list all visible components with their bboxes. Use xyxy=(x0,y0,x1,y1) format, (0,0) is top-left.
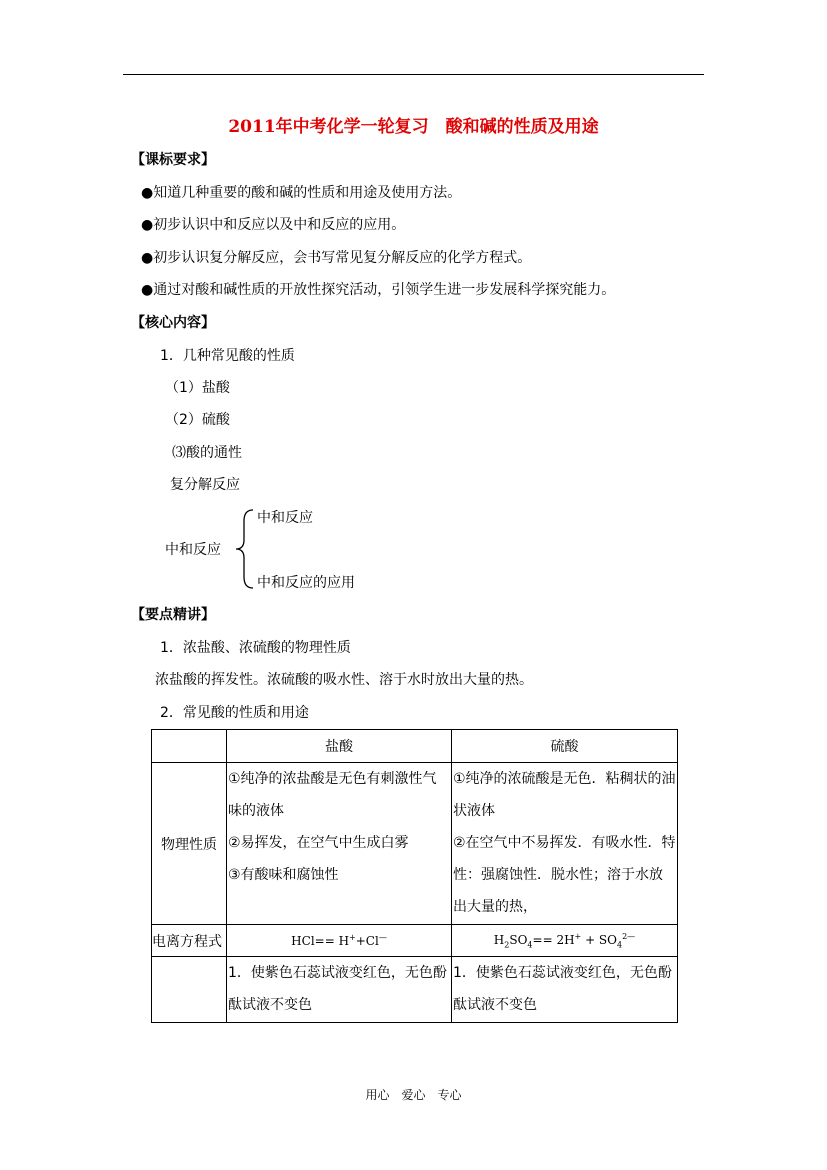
cell-line: ②在空气中不易挥发．有吸水性．特性：强腐蚀性．脱水性；溶于水放出大量的热， xyxy=(453,835,676,915)
section-heading-core: 【核心内容】 xyxy=(131,315,215,331)
table-row xyxy=(152,957,678,1023)
cell-line: ③有酸味和腐蚀性 xyxy=(228,867,339,883)
brace-item-bottom: 中和反应的应用 xyxy=(257,575,355,591)
table-header-cell: 硫酸 xyxy=(452,730,678,763)
table-header-row xyxy=(152,730,678,763)
requirement-item: ●知道几种重要的酸和碱的性质和用途及使用方法。 xyxy=(141,185,462,201)
points-item: 1．浓盐酸、浓硫酸的物理性质 xyxy=(160,640,351,656)
acid-properties-table xyxy=(151,729,678,1023)
points-item: 2．常见酸的性质和用途 xyxy=(160,705,309,721)
neutralization-label: 中和反应 xyxy=(165,542,221,558)
page-title: 2011年中考化学一轮复习 酸和碱的性质及用途 xyxy=(228,117,599,137)
table-cell xyxy=(227,763,452,925)
core-subitem: 复分解反应 xyxy=(170,477,240,493)
row-label xyxy=(152,957,227,1023)
row-label: 电离方程式 xyxy=(152,925,227,957)
core-item: 1．几种常见酸的性质 xyxy=(160,348,295,364)
points-text: 浓盐酸的挥发性。浓硫酸的吸水性、溶于水时放出大量的热。 xyxy=(155,672,533,688)
brace-item-top: 中和反应 xyxy=(257,510,313,526)
core-subitem: ⑶酸的通性 xyxy=(172,445,242,461)
header-rule xyxy=(123,74,704,75)
requirement-item: ●初步认识中和反应以及中和反应的应用。 xyxy=(141,217,406,233)
table-row xyxy=(152,925,678,957)
curly-brace-icon xyxy=(233,509,257,589)
cell-line: ②易挥发，在空气中生成白雾 xyxy=(228,835,409,851)
page-footer: 用心 爱心 专心 xyxy=(365,1088,462,1102)
table-header-cell: 盐酸 xyxy=(227,730,452,763)
table-header-cell xyxy=(152,730,227,763)
table-cell xyxy=(452,763,678,925)
cell-line: 1．使紫色石蕊试液变红色，无色酚酞试液不变色 xyxy=(453,965,672,1013)
requirement-item: ●通过对酸和碱性质的开放性探究活动，引领学生进一步发展科学探究能力。 xyxy=(141,282,616,298)
core-subitem: （1）盐酸 xyxy=(165,380,230,396)
section-heading-points: 【要点精讲】 xyxy=(131,607,215,623)
requirement-item: ●初步认识复分解反应，会书写常见复分解反应的化学方程式。 xyxy=(141,250,532,266)
section-heading-requirements: 【课标要求】 xyxy=(131,152,215,168)
row-label: 物理性质 xyxy=(152,763,227,925)
cell-line: ①纯净的浓盐酸是无色有刺激性气味的液体 xyxy=(228,771,437,819)
table-cell xyxy=(227,957,452,1023)
cell-line: 1．使紫色石蕊试液变红色，无色酚酞试液不变色 xyxy=(228,965,447,1013)
table-cell xyxy=(452,957,678,1023)
cell-line: ①纯净的浓硫酸是无色．粘稠状的油状液体 xyxy=(453,771,676,819)
core-subitem: （2）硫酸 xyxy=(165,412,230,428)
equation-hcl: HCl== H++Cl— xyxy=(227,925,452,957)
equation-h2so4: $H_2SO_4== 2H^+ + SO_4^{2—}$ xyxy=(452,925,678,957)
table-row xyxy=(152,763,678,925)
